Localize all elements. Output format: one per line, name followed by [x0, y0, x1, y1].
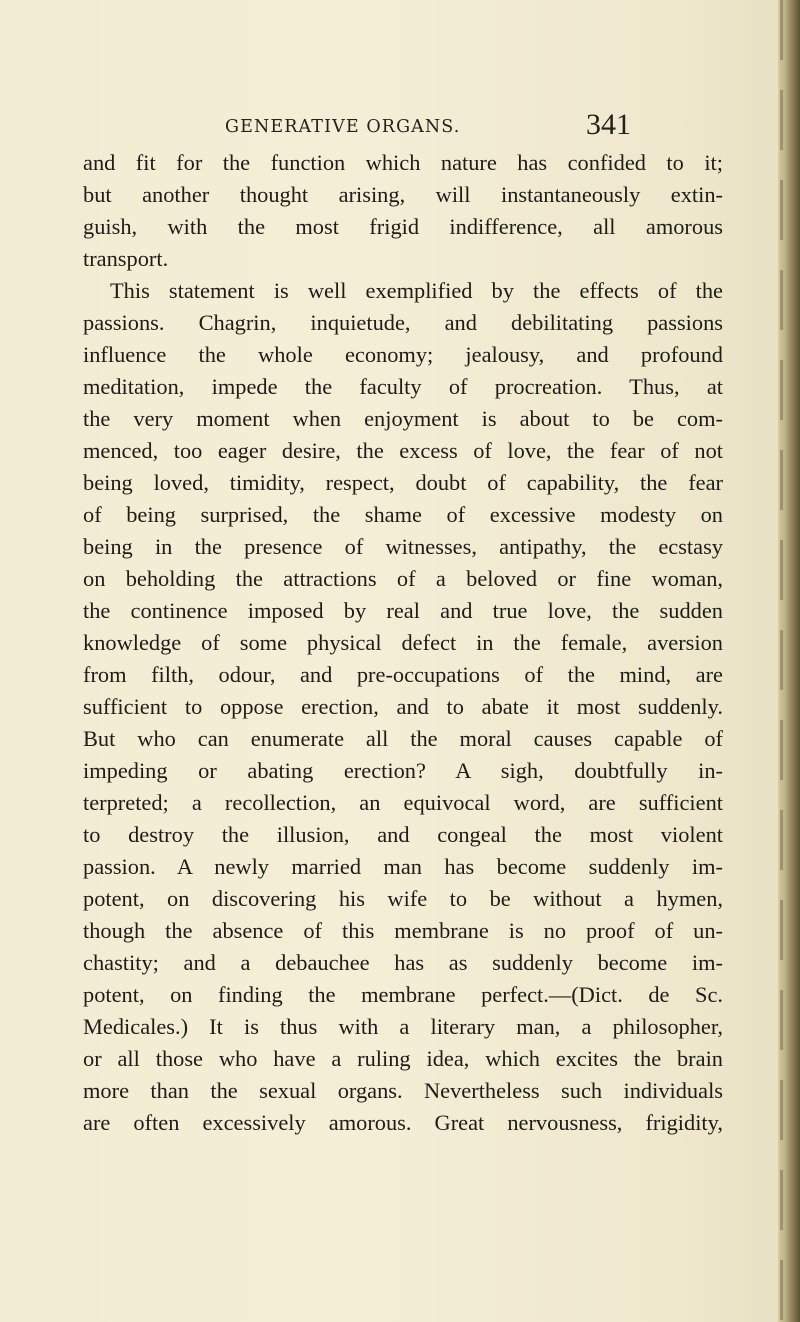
body-line: from filth, odour, and pre-occupations of the mind, are — [83, 662, 723, 687]
body-line: meditation, impede the faculty of procreation. Thus, at — [83, 374, 723, 399]
body-line: transport. — [83, 246, 169, 271]
body-line: potent, on discovering his wife to be without a hymen, — [83, 886, 723, 911]
body-line: Medicales.) It is thus with a literary man, a philosopher, — [83, 1014, 723, 1039]
body-line: passions. Chagrin, inquietude, and debilitating passions — [83, 310, 723, 335]
body-line: and fit for the function which nature has confided to it; — [83, 150, 723, 175]
body-line: or all those who have a ruling idea, which excites the brain — [83, 1046, 723, 1071]
body-line: being in the presence of witnesses, antipathy, the ecstasy — [83, 534, 723, 559]
body-line: of being surprised, the shame of excessive modesty on — [83, 502, 723, 527]
body-line: terpreted; a recollection, an equivocal word, are sufficient — [83, 790, 723, 815]
body-line: chastity; and a debauchee has as suddenly become im- — [83, 950, 723, 975]
body-line: though the absence of this membrane is no proof of un- — [83, 918, 723, 943]
body-line: the continence imposed by real and true love, the sudden — [83, 598, 723, 623]
body-line: sufficient to oppose erection, and to abate it most suddenly. — [83, 694, 723, 719]
body-line: more than the sexual organs. Nevertheless such individuals — [83, 1078, 723, 1103]
body-line: influence the whole economy; jealousy, and profound — [83, 342, 723, 367]
body-line: being loved, timidity, respect, doubt of capability, the fear — [83, 470, 723, 495]
body-line: the very moment when enjoyment is about to be com- — [83, 406, 723, 431]
body-line: on beholding the attractions of a beloved or fine woman, — [83, 566, 723, 591]
body-line: menced, too eager desire, the excess of love, the fear of not — [83, 438, 723, 463]
body-line: knowledge of some physical defect in the female, aversion — [83, 630, 723, 655]
body-line: guish, with the most frigid indifference, all amorous — [83, 214, 723, 239]
paragraph-start-line: This statement is well exemplified by the effects of the — [110, 278, 723, 303]
body-line: to destroy the illusion, and congeal the most violent — [83, 822, 723, 847]
page-number: 341 — [586, 108, 631, 141]
body-line: are often excessively amorous. Great nervousness, frigidity, — [83, 1110, 723, 1135]
running-head: GENERATIVE ORGANS. — [225, 117, 461, 137]
body-line: But who can enumerate all the moral causes capable of — [83, 726, 723, 751]
body-line: impeding or abating erection? A sigh, doubtfully in- — [83, 758, 723, 783]
body-line: passion. A newly married man has become suddenly im- — [83, 854, 723, 879]
book-binding-edge — [778, 0, 800, 1322]
body-line: potent, on finding the membrane perfect.—(Dict. de Sc. — [83, 982, 723, 1007]
body-line: but another thought arising, will instantaneously extin- — [83, 182, 723, 207]
